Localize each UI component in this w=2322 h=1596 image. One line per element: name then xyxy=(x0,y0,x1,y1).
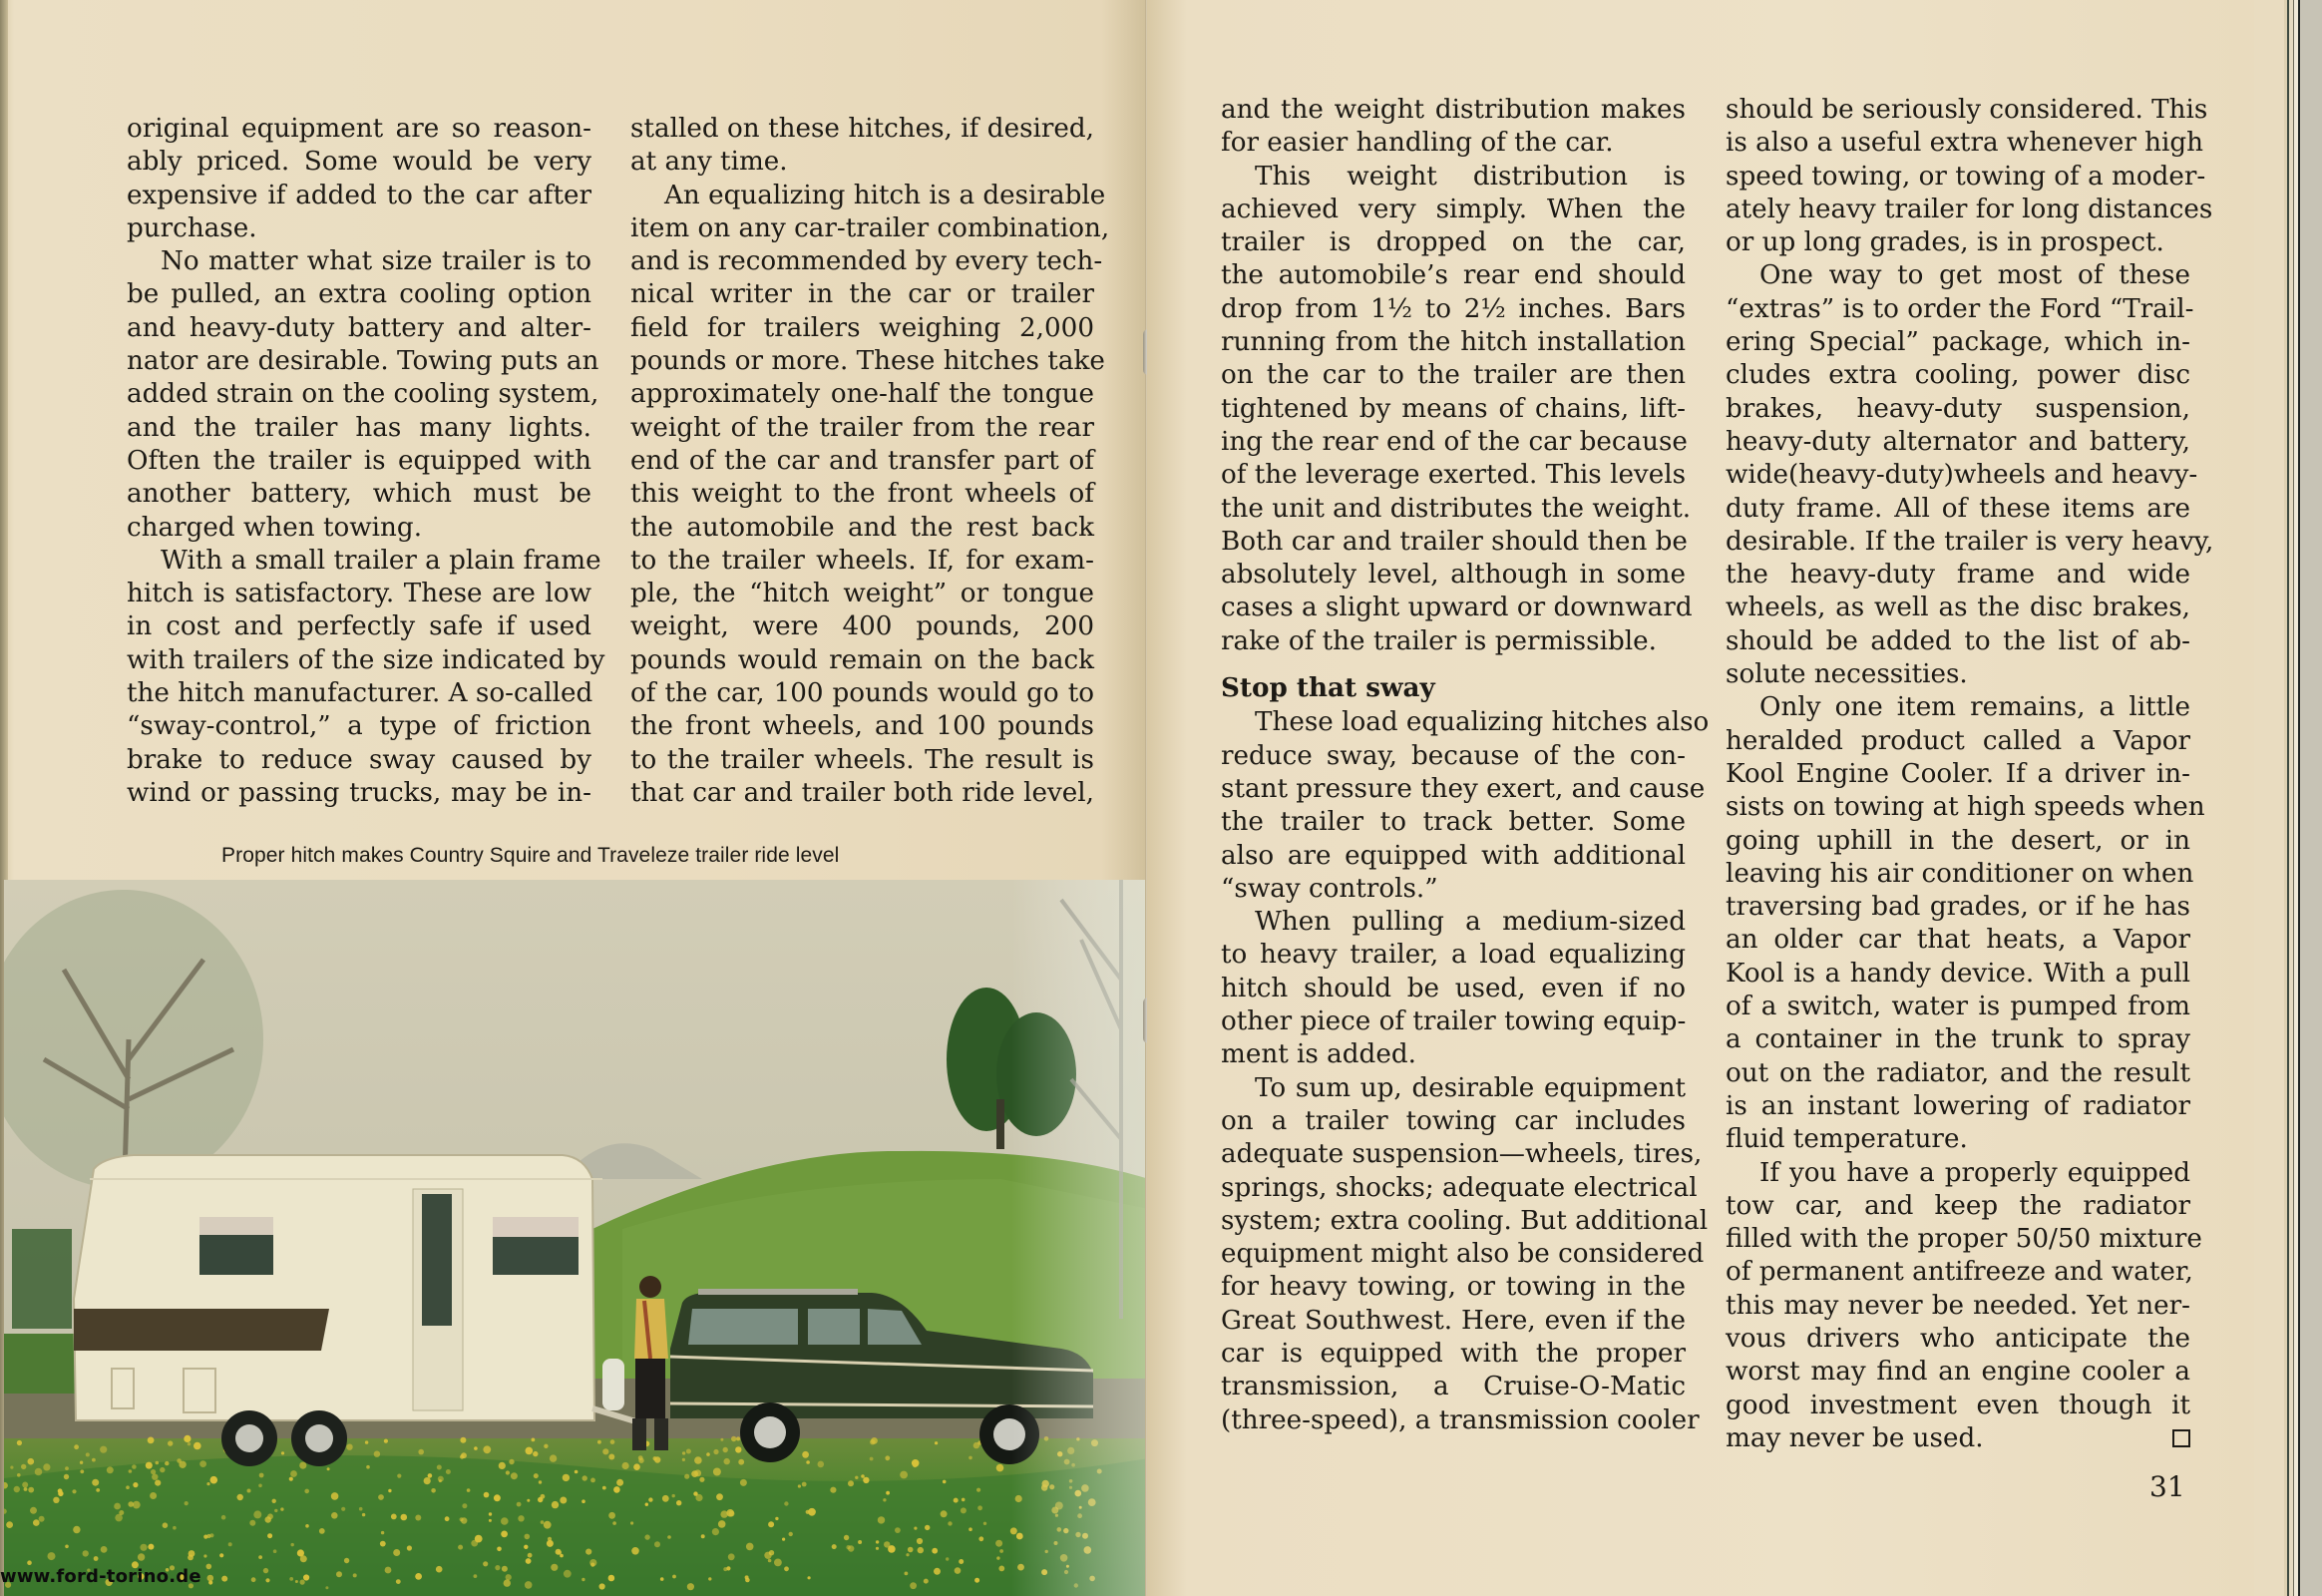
text-line-content: of the car, 100 pounds would go to xyxy=(630,678,1094,709)
text-line-content: this may never be needed. Yet ner- xyxy=(1726,1290,2190,1321)
text-line-content: the heavy-duty frame and wide xyxy=(1726,560,2190,591)
text-line xyxy=(127,245,591,278)
text-line-content: This weight distribution is xyxy=(1255,161,1686,192)
section-heading: Stop that sway xyxy=(1221,672,1435,704)
text-line xyxy=(1221,1238,1705,1271)
text-line-content: cases a slight upward or downward xyxy=(1221,593,1693,623)
text-line-content: wide(heavy-duty)wheels and heavy- xyxy=(1726,460,2198,491)
text-line xyxy=(1221,740,1686,773)
text-line xyxy=(1726,161,2206,194)
text-line xyxy=(1726,1422,2190,1455)
text-line-content: wind or passing trucks, may be in- xyxy=(127,777,591,808)
text-line-content: of the leverage exerted. This levels xyxy=(1221,460,1687,491)
text-line xyxy=(1221,259,1686,292)
text-line xyxy=(1221,973,1686,1005)
text-line xyxy=(1221,127,1686,160)
page-edges-stack xyxy=(2284,0,2322,1596)
text-line-content: Both car and trailer should then be xyxy=(1221,526,1688,557)
text-line xyxy=(127,677,591,710)
text-line-content: of a switch, water is pumped from xyxy=(1726,992,2190,1022)
text-line xyxy=(127,545,601,578)
text-line xyxy=(1726,259,2190,292)
text-line xyxy=(1221,94,1686,127)
text-line xyxy=(1221,1072,1686,1105)
text-line xyxy=(630,744,1094,777)
text-line-content: Great Southwest. Here, even if the xyxy=(1221,1305,1686,1336)
text-line xyxy=(1726,1190,2190,1223)
text-line-content: brake to reduce sway caused by xyxy=(127,744,591,775)
text-line xyxy=(1726,493,2190,526)
text-line-content: to the trailer wheels. If, for exam- xyxy=(630,545,1094,576)
text-line xyxy=(1221,426,1686,459)
text-line-content: stant pressure they exert, and cause xyxy=(1221,773,1706,804)
text-line xyxy=(1726,1256,2193,1289)
text-line xyxy=(1726,625,2190,658)
end-of-article-square-icon xyxy=(2172,1429,2190,1447)
text-line-content: “sway-control,” a type of friction xyxy=(127,711,591,742)
text-line xyxy=(127,312,591,345)
text-line-content: tightened by means of chains, lift- xyxy=(1221,393,1686,424)
text-line-content: weight of the trailer from the rear xyxy=(630,412,1094,443)
text-line-content: to heavy trailer, a load equalizing xyxy=(1221,940,1686,971)
text-line-content: this weight to the front wheels of xyxy=(630,479,1094,510)
trailer-photo xyxy=(4,880,1149,1596)
text-line-content: weight, were 400 pounds, 200 xyxy=(630,611,1094,642)
text-line xyxy=(1221,906,1686,939)
text-line-content: is an instant lowering of radiator xyxy=(1726,1090,2190,1121)
text-line xyxy=(1221,1205,1709,1238)
text-line-content: on the car to the trailer are then xyxy=(1221,360,1686,391)
text-line-content: that car and trailer both ride level, xyxy=(630,777,1094,808)
text-line xyxy=(1726,592,2190,624)
text-line xyxy=(127,512,591,545)
text-line xyxy=(1221,359,1686,392)
watermark: www.ford-torino.de xyxy=(0,1566,201,1587)
text-line-content: the front wheels, and 100 pounds xyxy=(630,711,1094,742)
text-line-content: nator are desirable. Towing puts an xyxy=(127,346,599,377)
text-line-content: should be seriously considered. This xyxy=(1726,95,2208,125)
text-line xyxy=(127,378,599,411)
text-line xyxy=(127,744,591,777)
text-line xyxy=(1726,1090,2190,1123)
text-line-content: rake of the trailer is permissible. xyxy=(1221,625,1657,656)
text-line-content: good investment even though it xyxy=(1726,1390,2190,1420)
text-line xyxy=(1221,559,1686,592)
text-line xyxy=(1726,891,2190,924)
text-line xyxy=(1726,924,2190,957)
text-line xyxy=(1726,1157,2190,1190)
text-line-content: cludes extra cooling, power disc xyxy=(1726,360,2190,391)
text-line xyxy=(1221,1338,1686,1371)
text-line xyxy=(127,578,591,610)
text-line-content: Kool is a handy device. With a pull xyxy=(1726,958,2190,989)
text-line xyxy=(1726,526,2214,559)
text-line xyxy=(630,677,1094,710)
text-line xyxy=(630,412,1094,445)
text-line xyxy=(1221,592,1693,624)
text-line xyxy=(1726,94,2208,127)
text-line xyxy=(1221,1005,1686,1038)
text-line-content: Kool Engine Cooler. If a driver in- xyxy=(1726,758,2190,789)
text-line-content: When pulling a medium-sized xyxy=(1255,907,1686,938)
text-line-content: or up long grades, is in prospect. xyxy=(1726,227,2164,258)
text-line-content: expensive if added to the car after xyxy=(127,180,591,210)
text-line xyxy=(1221,459,1686,492)
text-line xyxy=(127,445,591,478)
text-line xyxy=(1726,958,2190,991)
text-line xyxy=(1221,939,1686,972)
text-line xyxy=(127,478,591,511)
text-line-content: other piece of trailer towing equip- xyxy=(1221,1006,1687,1037)
text-line xyxy=(630,378,1094,411)
text-line-content: may never be used. xyxy=(1726,1422,1984,1453)
text-line-content: be pulled, an extra cooling option xyxy=(127,279,591,310)
text-line-content: system; extra cooling. But additional xyxy=(1221,1205,1709,1236)
text-line-content: ing the rear end of the car because xyxy=(1221,426,1688,457)
text-line-content: for heavy towing, or towing in the xyxy=(1221,1272,1686,1303)
text-line-content: These load equalizing hitches also xyxy=(1255,707,1710,738)
text-line-content: ment is added. xyxy=(1221,1039,1416,1070)
text-line xyxy=(1221,1172,1698,1205)
text-line xyxy=(1726,1223,2202,1256)
text-line-content: An equalizing hitch is a desirable xyxy=(664,180,1106,210)
text-line xyxy=(127,146,591,179)
text-line-content: the hitch manufacturer. A so-called xyxy=(127,678,593,709)
text-line-content: running from the hitch installation xyxy=(1221,327,1686,358)
text-line-content: heralded product called a Vapor xyxy=(1726,725,2190,756)
text-line xyxy=(1221,194,1686,226)
text-line-content: is also a useful extra whenever high xyxy=(1726,128,2204,159)
text-line xyxy=(1221,1371,1686,1403)
text-line xyxy=(1726,1123,2190,1156)
text-line-content: should be added to the list of ab- xyxy=(1726,625,2190,656)
text-line-content: Only one item remains, a little xyxy=(1759,692,2190,723)
text-line xyxy=(1221,873,1686,906)
text-line xyxy=(127,610,591,643)
text-line-content: out on the radiator, and the result xyxy=(1726,1057,2190,1088)
text-line-content: springs, shocks; adequate electrical xyxy=(1221,1172,1698,1203)
text-line xyxy=(127,644,605,677)
text-line xyxy=(1221,1305,1686,1338)
text-line-content: end of the car and transfer part of xyxy=(630,445,1094,476)
text-line xyxy=(1726,226,2190,259)
text-line xyxy=(1726,1023,2190,1056)
text-line xyxy=(1726,658,2190,691)
text-line xyxy=(630,345,1105,378)
text-line xyxy=(1221,806,1686,839)
text-line xyxy=(630,610,1094,643)
page-number: 31 xyxy=(2149,1470,2185,1503)
text-line-content: pounds would remain on the back xyxy=(630,644,1094,675)
text-line-content: “sway controls.” xyxy=(1221,873,1438,904)
text-line xyxy=(1726,1390,2190,1422)
text-line-content: sists on towing at high speeds when xyxy=(1726,792,2205,823)
text-line xyxy=(1221,1404,1700,1437)
text-line xyxy=(1726,359,2190,392)
text-line-content: speed towing, or towing of a moder- xyxy=(1726,161,2206,192)
text-line xyxy=(1726,1356,2190,1389)
text-line xyxy=(630,113,1094,146)
right-page-column-1 xyxy=(1221,94,1710,1437)
text-line xyxy=(630,777,1094,810)
text-line-content: and is recommended by every tech- xyxy=(630,246,1103,277)
text-line xyxy=(1726,127,2204,160)
text-line-content: approximately one-half the tongue xyxy=(630,379,1094,410)
text-line-content: tow car, and keep the radiator xyxy=(1726,1190,2190,1221)
text-line xyxy=(1726,1323,2190,1356)
text-line xyxy=(127,777,591,810)
text-line xyxy=(127,412,591,445)
text-line-content: vous drivers who anticipate the xyxy=(1726,1323,2190,1354)
text-line xyxy=(1726,825,2190,858)
text-line-content: purchase. xyxy=(127,212,257,243)
text-block xyxy=(1221,94,1693,658)
text-line xyxy=(127,710,591,743)
text-line xyxy=(1221,773,1706,806)
text-line-content: a container in the trunk to spray xyxy=(1726,1024,2190,1055)
text-line xyxy=(1726,791,2205,824)
left-page-column-1 xyxy=(127,113,605,810)
text-line-content: nical writer in the car or trailer xyxy=(630,279,1094,310)
text-line-content: with trailers of the size indicated by xyxy=(127,644,605,675)
text-line-content: original equipment are so reason- xyxy=(127,114,591,144)
text-line xyxy=(127,212,591,245)
text-line xyxy=(1221,526,1686,559)
text-line-content: an older car that heats, a Vapor xyxy=(1726,925,2190,956)
text-line-content: stalled on these hitches, if desired, xyxy=(630,114,1094,144)
text-line xyxy=(630,312,1094,345)
text-line xyxy=(1726,1290,2190,1323)
text-line xyxy=(1221,1105,1686,1138)
left-page-column-2 xyxy=(630,113,1110,810)
text-line xyxy=(1726,293,2194,326)
text-line xyxy=(1221,293,1686,326)
left-page xyxy=(0,0,1147,1596)
text-line-content: ately heavy trailer for long distances xyxy=(1726,194,2213,224)
text-line xyxy=(630,710,1094,743)
text-line-content: wheels, as well as the disc brakes, xyxy=(1726,593,2190,623)
text-line-content: Often the trailer is equipped with xyxy=(127,445,591,476)
text-line-content: To sum up, desirable equipment xyxy=(1255,1072,1686,1103)
text-line-content: fluid temperature. xyxy=(1726,1124,1968,1155)
text-line-content: achieved very simply. When the xyxy=(1221,194,1686,224)
text-line-content: the unit and distributes the weight. xyxy=(1221,493,1692,524)
text-line xyxy=(630,180,1106,212)
text-line-content: duty frame. All of these items are xyxy=(1726,493,2190,524)
text-line-content: and heavy-duty battery and alter- xyxy=(127,312,591,343)
text-line-content: traversing bad grades, or if he has xyxy=(1726,892,2190,923)
text-line xyxy=(127,278,591,311)
text-line-content: hitch should be used, even if no xyxy=(1221,973,1686,1003)
text-line xyxy=(630,245,1103,278)
text-line-content: No matter what size trailer is to xyxy=(161,246,591,277)
text-line-content: pounds or more. These hitches take xyxy=(630,346,1105,377)
text-line xyxy=(1221,493,1692,526)
text-line xyxy=(630,278,1094,311)
text-line-content: hitch is satisfactory. These are low xyxy=(127,579,591,609)
text-line xyxy=(1221,326,1686,359)
text-line-content: heavy-duty alternator and battery, xyxy=(1726,426,2190,457)
text-line-content: reduce sway, because of the con- xyxy=(1221,740,1686,771)
text-line xyxy=(1221,840,1686,873)
text-line xyxy=(1221,706,1710,739)
text-line-content: the trailer to track better. Some xyxy=(1221,807,1686,838)
text-line-content: leaving his air conditioner on when xyxy=(1726,858,2194,889)
text-line xyxy=(1221,161,1686,194)
text-line-content: (three-speed), a transmission cooler xyxy=(1221,1404,1700,1435)
text-line-content: filled with the proper 50/50 mixture xyxy=(1726,1224,2202,1255)
text-line-content: the automobile’s rear end should xyxy=(1221,260,1686,291)
text-line xyxy=(630,512,1094,545)
text-line-content: absolutely level, although in some xyxy=(1221,560,1686,591)
text-line-content: in cost and perfectly safe if used xyxy=(127,611,591,642)
right-page-column-2 xyxy=(1726,94,2214,1455)
text-line xyxy=(630,545,1094,578)
text-line xyxy=(1726,426,2190,459)
text-line xyxy=(630,146,1094,179)
text-line-content: on a trailer towing car includes xyxy=(1221,1105,1686,1136)
text-line-content: desirable. If the trailer is very heavy, xyxy=(1726,526,2214,557)
text-line-content: and the weight distribution makes xyxy=(1221,95,1686,125)
text-line xyxy=(1726,858,2194,891)
text-line xyxy=(1726,393,2190,426)
text-line xyxy=(630,445,1094,478)
text-line xyxy=(1726,194,2213,226)
text-line-content: ably priced. Some would be very xyxy=(127,147,591,178)
text-line-content: going uphill in the desert, or in xyxy=(1726,825,2190,856)
text-line xyxy=(1221,226,1686,259)
text-line-content: to the trailer wheels. The result is xyxy=(630,744,1094,775)
text-block xyxy=(1221,706,1710,1437)
text-line xyxy=(127,113,591,146)
text-line-content: drop from 1½ to 2½ inches. Bars xyxy=(1221,293,1686,324)
text-line xyxy=(630,212,1110,245)
text-line-content: at any time. xyxy=(630,147,788,178)
text-line-content: field for trailers weighing 2,000 xyxy=(630,312,1094,343)
text-line-content: of permanent antifreeze and water, xyxy=(1726,1257,2193,1288)
text-line-content: charged when towing. xyxy=(127,512,423,543)
text-line xyxy=(1221,393,1686,426)
text-line-content: item on any car-trailer combination, xyxy=(630,212,1110,243)
text-line xyxy=(1221,1271,1686,1304)
text-line-content: also are equipped with additional xyxy=(1221,840,1686,871)
text-line xyxy=(1726,459,2198,492)
text-line xyxy=(1221,1138,1703,1171)
text-line-content: added strain on the cooling system, xyxy=(127,379,599,410)
text-line-content: and the trailer has many lights. xyxy=(127,412,591,443)
text-line-content: “extras” is to order the Ford “Trail- xyxy=(1726,293,2194,324)
text-line-content: equipment might also be considered xyxy=(1221,1239,1705,1270)
text-line-content: worst may find an engine cooler a xyxy=(1726,1357,2190,1388)
photo-caption: Proper hitch makes Country Squire and Traveleze trailer ride level xyxy=(221,844,840,867)
text-line xyxy=(630,478,1094,511)
text-line xyxy=(1726,725,2190,758)
text-line-content: the automobile and the rest back xyxy=(630,512,1094,543)
text-line-content: adequate suspension—wheels, tires, xyxy=(1221,1139,1703,1170)
text-line-content: transmission, a Cruise-O-Matic xyxy=(1221,1372,1686,1402)
text-line xyxy=(1726,758,2190,791)
text-line xyxy=(630,578,1094,610)
text-line-content: for easier handling of the car. xyxy=(1221,128,1614,159)
text-line xyxy=(630,644,1094,677)
text-line-content: One way to get most of these xyxy=(1759,260,2190,291)
text-line xyxy=(127,345,599,378)
text-line-content: another battery, which must be xyxy=(127,479,591,510)
text-line-content: car is equipped with the proper xyxy=(1221,1338,1686,1369)
text-line-content: trailer is dropped on the car, xyxy=(1221,227,1686,258)
text-line xyxy=(1726,559,2190,592)
text-line xyxy=(1726,326,2190,359)
text-line-content: If you have a properly equipped xyxy=(1759,1157,2190,1188)
text-line-content: solute necessities. xyxy=(1726,659,1968,690)
text-line xyxy=(1221,1038,1686,1071)
text-line xyxy=(127,180,591,212)
text-line xyxy=(1726,691,2190,724)
text-line-content: brakes, heavy-duty suspension, xyxy=(1726,393,2190,424)
text-line-content: ering Special” package, which in- xyxy=(1726,327,2190,358)
text-line-content: With a small trailer a plain frame xyxy=(161,545,601,576)
text-line xyxy=(1726,1057,2190,1090)
text-line xyxy=(1726,991,2190,1023)
text-line-content: ple, the “hitch weight” or tongue xyxy=(630,579,1094,609)
text-line xyxy=(1221,625,1686,658)
